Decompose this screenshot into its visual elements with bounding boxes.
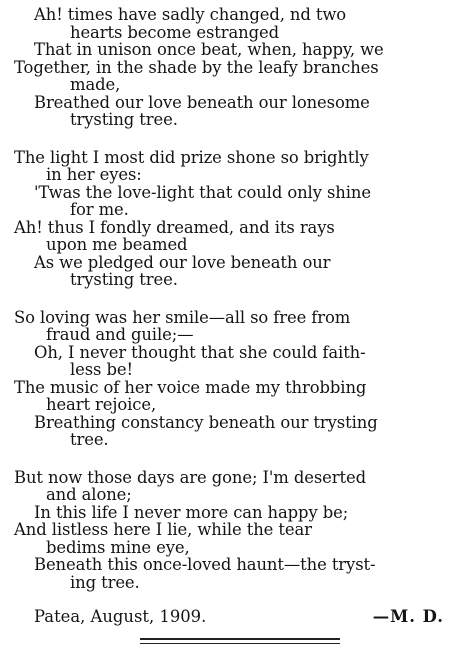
- poem-line: heart rejoice,: [46, 395, 157, 414]
- stanza: [14, 309, 458, 449]
- poem-line: Breathed our love beneath our lonesome: [34, 92, 370, 112]
- poem-line: Ah! times have sadly changed, nd two: [34, 5, 347, 24]
- poem-line: less be!: [70, 360, 133, 379]
- poem-line: ing tree.: [70, 572, 140, 592]
- poem-line: and alone;: [46, 485, 132, 504]
- poem-line: fraud and guile;—: [46, 325, 194, 344]
- poem-line: hearts become estranged: [70, 22, 280, 42]
- poem-line: Ah! thus I fondly dreamed, and its rays: [14, 217, 335, 237]
- stanza: [14, 6, 458, 129]
- stanza: [14, 469, 458, 592]
- poem-line: That in unison once beat, when, happy, we: [34, 40, 384, 59]
- poem-line: So loving was her smile—all so free from: [14, 307, 351, 327]
- poem-line: 'Twas the love-light that could only shine: [34, 182, 371, 202]
- poem-line: As we pledged our love beneath our: [34, 252, 331, 272]
- poem-line: made,: [70, 75, 121, 94]
- place-date: Patea, August, 1909.: [34, 607, 207, 626]
- poem-line: Together, in the shade by the leafy branches: [14, 57, 379, 77]
- poem-line: in her eyes:: [46, 165, 142, 184]
- poem-body: [14, 6, 458, 591]
- poem-line: trysting tree.: [70, 270, 178, 289]
- poem-line: Breathing constancy beneath our trysting: [34, 412, 378, 432]
- author-initials: —M. D.: [372, 607, 444, 626]
- poem-line: bedims mine eye,: [46, 537, 190, 557]
- stanza: [14, 149, 458, 289]
- poem-line: upon me beamed: [46, 235, 188, 254]
- poem-line: Oh, I never thought that she could faith-: [34, 342, 366, 362]
- poem-line: Beneath this once-loved haunt—the tryst-: [34, 555, 376, 574]
- poem-line: And listless here I lie, while the tear: [14, 520, 312, 539]
- closing-rule: [140, 638, 340, 644]
- poem-line: for me.: [70, 200, 129, 219]
- signoff: [14, 607, 458, 629]
- poem-line: trysting tree.: [70, 110, 178, 129]
- poem-line: tree.: [70, 430, 109, 449]
- poem-line: The music of her voice made my throbbing: [14, 377, 367, 397]
- poem-line: But now those days are gone; I'm deserted: [14, 467, 366, 487]
- poem-line: The light I most did prize shone so brightly: [14, 147, 369, 167]
- poem-line: In this life I never more can happy be;: [34, 502, 349, 522]
